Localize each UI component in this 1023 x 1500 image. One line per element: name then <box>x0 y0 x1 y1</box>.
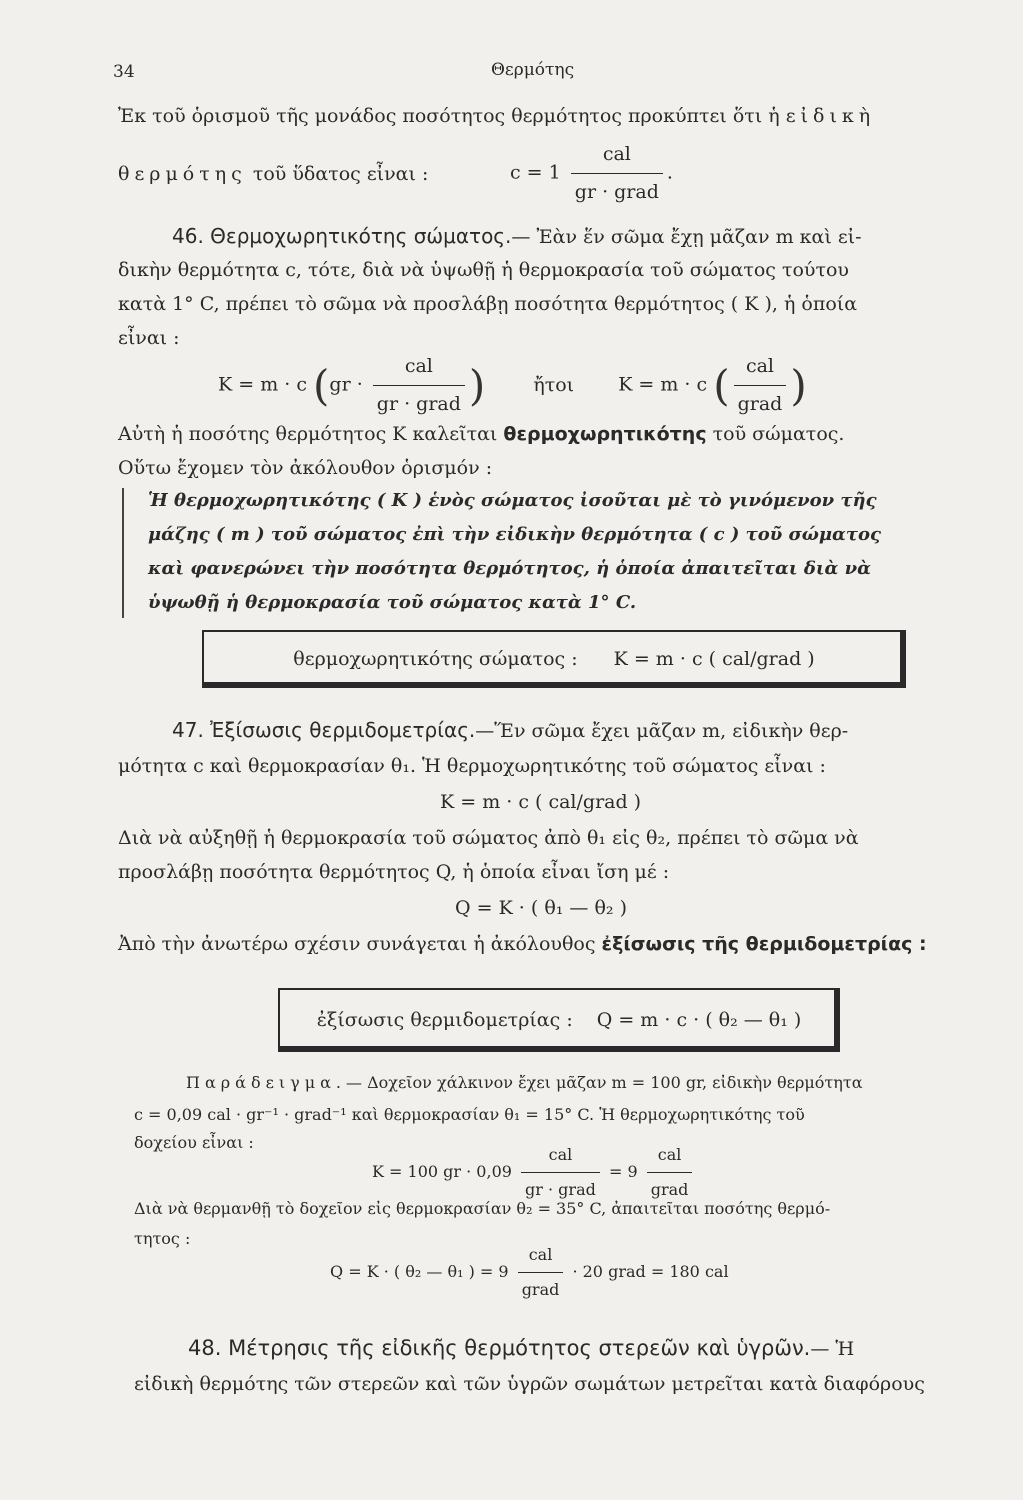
section-47-line-5 <box>118 928 927 961</box>
definition-line-3: καὶ φανερώνει τὴν ποσότητα θερμότητος, ἡ ὁποία ἀπαιτεῖται διὰ νὰ <box>148 558 871 579</box>
line-text: Ἀπὸ τὴν ἀνωτέρω σχέσιν συνάγεται ἡ ἀκόλουθος <box>118 933 596 955</box>
intro-spaced-term: εἰδικὴ <box>785 105 876 127</box>
section-46-line-3: κατὰ 1° C, πρέπει τὸ σῶμα νὰ προσλάβῃ ποσότητα θερμότητος ( K ), ἡ ὁποία <box>118 293 858 315</box>
equation-gr: gr · <box>329 373 363 396</box>
intro-formula <box>510 138 673 209</box>
example-line-3: δοχείου εἶναι : <box>134 1133 254 1152</box>
intro-text: Ἐκ τοῦ ὁρισμοῦ τῆς μονάδος ποσότητος θερμότητος προκύπτει ὅτι ἡ <box>118 105 780 127</box>
section-46-title: 46. Θερμοχωρητικότης σώματος. <box>172 224 512 248</box>
section-46-after-2: Οὕτω ἔχομεν τὸν ἀκόλουθον ὁρισμόν : <box>118 457 493 479</box>
equation-mid: = 9 <box>608 1162 638 1181</box>
fraction <box>734 350 787 421</box>
equation-connector: ἤτοι <box>533 373 575 396</box>
section-48-first-line <box>188 1332 854 1366</box>
section-47-line-2: μότητα c καὶ θερμοκρασίαν θ₁. Ἡ θερμοχωρητικότης τοῦ σώματος εἶναι : <box>118 755 826 777</box>
section-46-equation-row <box>218 350 807 421</box>
definition-line-4: ὑψωθῇ ἡ θερμοκρασία τοῦ σώματος κατὰ 1° C. <box>148 592 637 613</box>
fraction-numerator: cal <box>521 1140 600 1173</box>
section-47-first-line <box>172 714 848 748</box>
term-bold: θερμοχωρητικότης <box>503 423 707 445</box>
page-number: 34 <box>113 62 135 82</box>
open-paren: ( <box>713 361 730 410</box>
box-label: θερμοχωρητικότης σώματος : <box>293 648 578 670</box>
after-text-end: τοῦ σώματος. <box>712 423 845 445</box>
running-title: Θερμότης <box>491 60 575 80</box>
example-label: Παράδειγμα. <box>186 1073 347 1092</box>
definition-bar <box>122 488 124 618</box>
fraction-denominator: grad <box>650 1180 689 1199</box>
intro-spaced-term-2: θερμότης <box>118 163 247 185</box>
section-46-after-1 <box>118 418 844 451</box>
close-paren: ) <box>468 361 486 410</box>
fraction-denominator: gr · grad <box>376 393 461 415</box>
fraction-denominator: gr · grad <box>525 1180 596 1199</box>
section-47-text: —Ἕν σῶμα ἔχει μᾶζαν m, εἰδικὴν θερ- <box>475 720 849 742</box>
section-47-eq-2: Q = K · ( θ₁ — θ₂ ) <box>455 897 627 919</box>
definition-line-2: μάζης ( m ) τοῦ σώματος ἐπὶ τὴν εἰδικὴν θερμότητα ( c ) τοῦ σώματος <box>148 524 881 545</box>
intro-text-2: τοῦ ὕδατος εἶναι : <box>252 163 429 185</box>
section-46-text: — Ἐὰν ἕν σῶμα ἔχῃ μᾶζαν m καὶ εἰ- <box>511 226 862 248</box>
term-bold: ἐξίσωσις τῆς θερμιδομετρίας : <box>601 933 927 955</box>
fraction-numerator: cal <box>647 1140 693 1173</box>
box-label: ἐξίσωσις θερμιδομετρίας : <box>316 1009 573 1031</box>
fraction-numerator: cal <box>571 138 663 174</box>
section-46-first-line <box>172 220 862 254</box>
heat-capacity-formula-box <box>202 630 906 688</box>
section-47-line-4: προσλάβῃ ποσότητα θερμότητος Q, ἡ ὁποία εἶναι ἴση μέ : <box>118 861 670 883</box>
fraction <box>518 1240 564 1305</box>
fraction-numerator: cal <box>373 350 465 386</box>
fraction <box>373 350 465 421</box>
fraction-numerator: cal <box>518 1240 564 1273</box>
fraction <box>571 138 663 209</box>
equation-lhs-2: K = m · c <box>618 373 708 396</box>
box-formula: K = m · c ( cal/grad ) <box>613 648 815 670</box>
after-text: Αὐτὴ ἡ ποσότης θερμότητος K καλεῖται <box>118 423 498 445</box>
fraction-denominator: gr · grad <box>574 181 659 203</box>
section-48-line-2: εἰδικὴ θερμότης τῶν στερεῶν καὶ τῶν ὑγρῶν σωμάτων μετρεῖται κατὰ διαφόρους <box>134 1373 925 1395</box>
calorimetry-equation-box <box>278 988 840 1052</box>
section-48-title: 48. Μέτρησις τῆς εἰδικῆς θερμότητος στερεῶν καὶ ὑγρῶν. <box>188 1336 811 1360</box>
equation-rhs: · 20 grad = 180 cal <box>572 1262 729 1281</box>
formula-end: . <box>666 161 673 184</box>
section-46-line-4: εἶναι : <box>118 327 180 349</box>
example-eq-2 <box>330 1240 729 1305</box>
section-47-line-3: Διὰ νὰ αὐξηθῇ ἡ θερμοκρασία τοῦ σώματος ἀπὸ θ₁ εἰς θ₂, πρέπει τὸ σῶμα νὰ <box>118 827 859 849</box>
section-48-text: — Ἡ <box>810 1338 855 1360</box>
open-paren: ( <box>313 361 330 410</box>
example-line-1 <box>186 1068 863 1098</box>
intro-line-1 <box>118 100 875 133</box>
formula-lhs: c = 1 <box>510 161 561 184</box>
section-47-title: 47. Ἐξίσωσις θερμιδομετρίας. <box>172 718 476 742</box>
section-46-line-2: δικὴν θερμότητα c, τότε, διὰ νὰ ὑψωθῇ ἡ θερμοκρασία τοῦ σώματος τούτου <box>118 259 849 281</box>
example-line-4: Διὰ νὰ θερμανθῇ τὸ δοχεῖον εἰς θερμοκρασίαν θ₂ = 35° C, ἀπαιτεῖται ποσότης θερμό- <box>134 1199 831 1218</box>
definition-line-1: Ἡ θερμοχωρητικότης ( K ) ἑνὸς σώματος ἰσοῦται μὲ τὸ γινόμενον τῆς <box>148 490 877 511</box>
example-line-5: τητος : <box>134 1229 191 1248</box>
example-line-2: c = 0,09 cal · gr⁻¹ · grad⁻¹ καὶ θερμοκρασίαν θ₁ = 15° C. Ἡ θερμοχωρητικότης τοῦ <box>134 1105 805 1124</box>
equation-lhs: Q = K · ( θ₂ — θ₁ ) = 9 <box>330 1262 509 1281</box>
equation-lhs: K = 100 gr · 0,09 <box>372 1162 512 1181</box>
fraction-denominator: grad <box>521 1280 560 1299</box>
section-47-eq-1: K = m · c ( cal/grad ) <box>440 791 642 813</box>
intro-line-2 <box>118 158 428 191</box>
fraction-denominator: grad <box>737 393 783 415</box>
example-text: — Δοχεῖον χάλκινον ἔχει μᾶζαν m = 100 gr, εἰδικὴν θερμότητα <box>346 1073 863 1092</box>
fraction-numerator: cal <box>734 350 787 386</box>
box-formula: Q = m · c · ( θ₂ — θ₁ ) <box>596 1009 802 1031</box>
close-paren: ) <box>790 361 807 410</box>
equation-lhs: K = m · c <box>218 373 307 396</box>
